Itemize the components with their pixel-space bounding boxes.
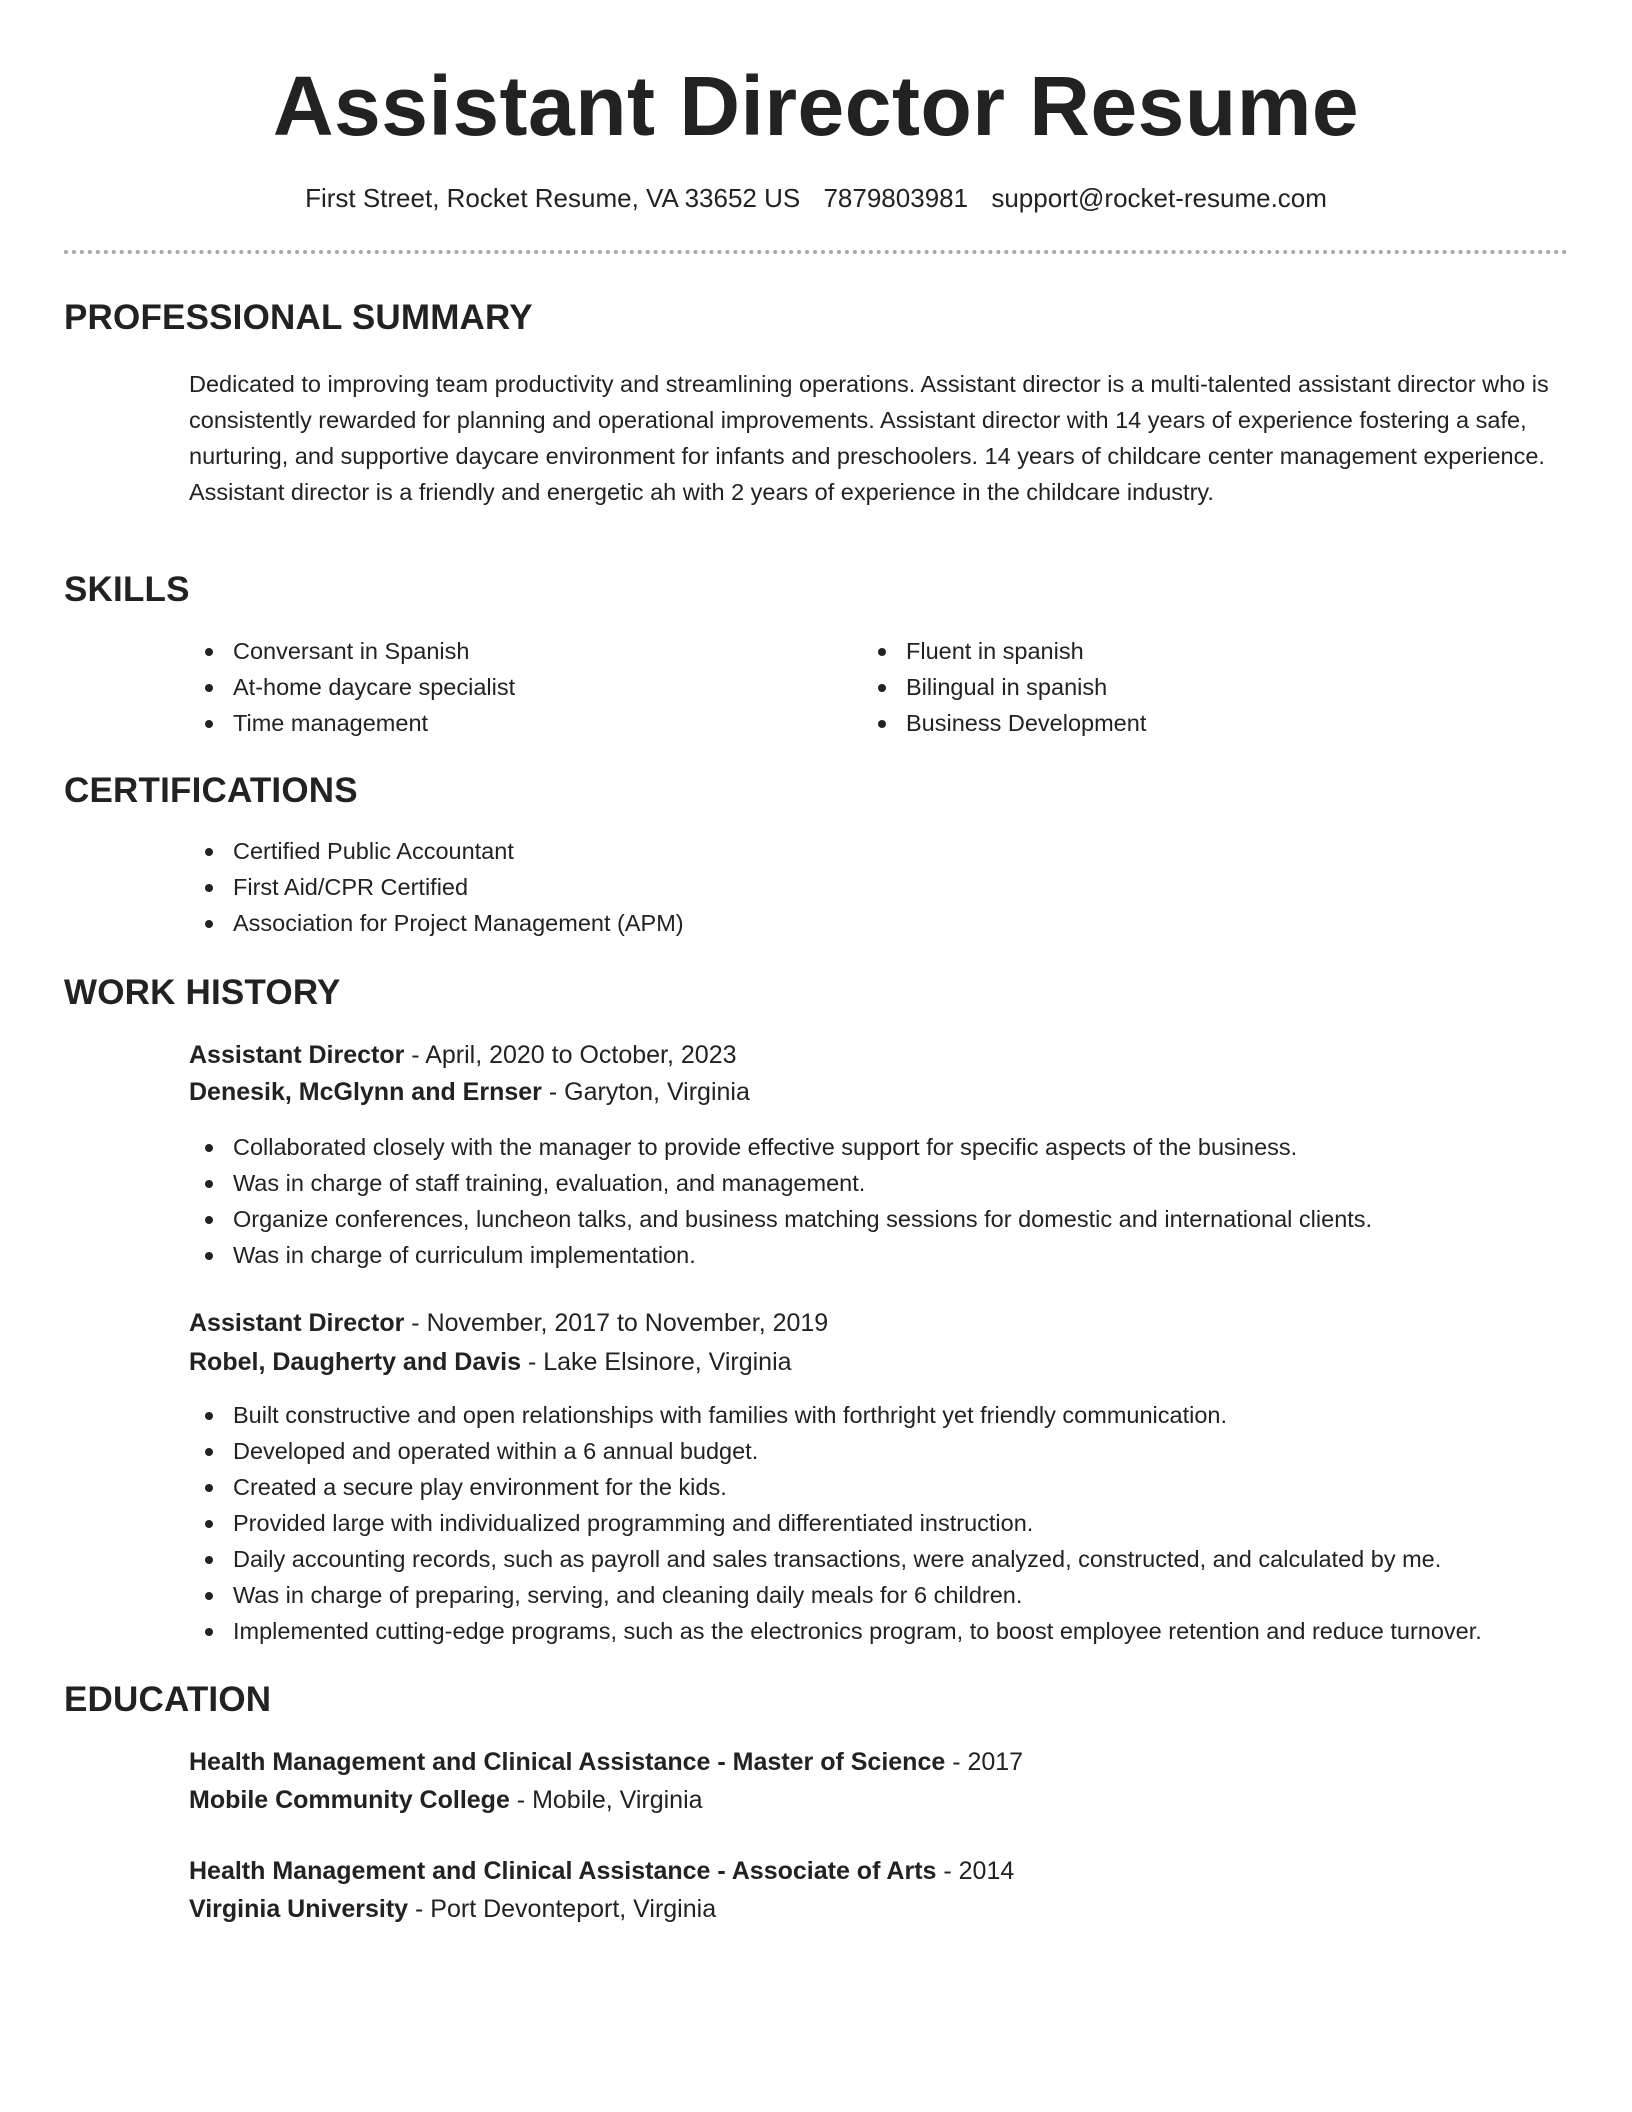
summary-heading: PROFESSIONAL SUMMARY (64, 298, 533, 337)
address-text: First Street, Rocket Resume, VA 33652 US (305, 183, 801, 213)
job-bullet: Was in charge of curriculum implementation. (189, 1237, 1372, 1273)
skills-list-left (189, 633, 515, 741)
school-name: Virginia University (189, 1895, 409, 1923)
job-title-line (189, 1305, 828, 1341)
company-name: Denesik, McGlynn and Ernser (189, 1078, 542, 1106)
company-name: Robel, Daugherty and Davis (189, 1348, 522, 1376)
job-company-line (189, 1074, 750, 1110)
education-school-line (189, 1782, 703, 1818)
certification-item: Certified Public Accountant (189, 833, 684, 869)
summary-text: Dedicated to improving team productivity and streamlining operations. Assistant director is a multi-talented assistant director who is consistently rewarded for planning and operational improvements. Assistant director with 14 years of experience fostering a safe, nurturing, and supportive daycare environment for infants and preschoolers. 14 years of childcare center management experience. Assistant director is a friendly and energetic ah with 2 years of experience in the childcare industry. (189, 371, 1549, 505)
job-dates: - November, 2017 to November, 2019 (404, 1309, 829, 1337)
skills-list-right (862, 633, 1146, 741)
degree-name: Health Management and Clinical Assistance - Master of Science (189, 1748, 946, 1776)
company-location: - Lake Elsinore, Virginia (521, 1348, 792, 1376)
skill-item: Business Development (862, 705, 1146, 741)
degree-name: Health Management and Clinical Assistance - Associate of Arts (189, 1857, 937, 1885)
skills-heading: SKILLS (64, 570, 190, 609)
school-location: - Port Devonteport, Virginia (408, 1895, 717, 1923)
job-title-line (189, 1037, 737, 1073)
education-degree-line (189, 1853, 1014, 1889)
job-bullet: Daily accounting records, such as payroll and sales transactions, were analyzed, constructed, and calculated by me. (189, 1541, 1482, 1577)
job-bullet: Was in charge of preparing, serving, and cleaning daily meals for 6 children. (189, 1577, 1482, 1613)
certifications-heading: CERTIFICATIONS (64, 771, 358, 810)
skill-item: Bilingual in spanish (862, 669, 1146, 705)
job-bullets (189, 1397, 1482, 1649)
job-title: Assistant Director (189, 1041, 405, 1069)
job-bullets (189, 1129, 1372, 1273)
header-divider (64, 250, 1568, 254)
resume-title: Assistant Director Resume (272, 59, 1360, 153)
skill-item: Time management (189, 705, 515, 741)
school-location: - Mobile, Virginia (509, 1786, 703, 1814)
certification-item: First Aid/CPR Certified (189, 869, 684, 905)
education-heading: EDUCATION (64, 1680, 272, 1719)
job-title: Assistant Director (189, 1309, 405, 1337)
email-link[interactable]: support@rocket-resume.com (991, 183, 1327, 213)
school-name: Mobile Community College (189, 1786, 510, 1814)
job-bullet: Created a secure play environment for the kids. (189, 1469, 1482, 1505)
skill-item: Conversant in Spanish (189, 633, 515, 669)
education-school-line (189, 1891, 716, 1927)
degree-year: - 2014 (936, 1857, 1015, 1885)
job-dates: - April, 2020 to October, 2023 (404, 1041, 737, 1069)
job-company-line (189, 1344, 792, 1380)
job-bullet: Collaborated closely with the manager to provide effective support for specific aspects of the business. (189, 1129, 1372, 1165)
job-bullet: Was in charge of staff training, evaluation, and management. (189, 1165, 1372, 1201)
job-bullet: Organize conferences, luncheon talks, and business matching sessions for domestic and international clients. (189, 1201, 1372, 1237)
degree-year: - 2017 (945, 1748, 1024, 1776)
skill-item: Fluent in spanish (862, 633, 1146, 669)
company-location: - Garyton, Virginia (541, 1078, 750, 1106)
phone-text: 7879803981 (823, 183, 969, 213)
skill-item: At-home daycare specialist (189, 669, 515, 705)
education-degree-line (189, 1744, 1023, 1780)
contact-line (0, 182, 1632, 214)
job-bullet: Built constructive and open relationships with families with forthright yet friendly communication. (189, 1397, 1482, 1433)
work-heading: WORK HISTORY (64, 973, 341, 1012)
certification-item: Association for Project Management (APM) (189, 905, 684, 941)
job-bullet: Developed and operated within a 6 annual budget. (189, 1433, 1482, 1469)
certifications-list (189, 833, 684, 941)
job-bullet: Provided large with individualized programming and differentiated instruction. (189, 1505, 1482, 1541)
job-bullet: Implemented cutting-edge programs, such as the electronics program, to boost employee retention and reduce turnover. (189, 1613, 1482, 1649)
